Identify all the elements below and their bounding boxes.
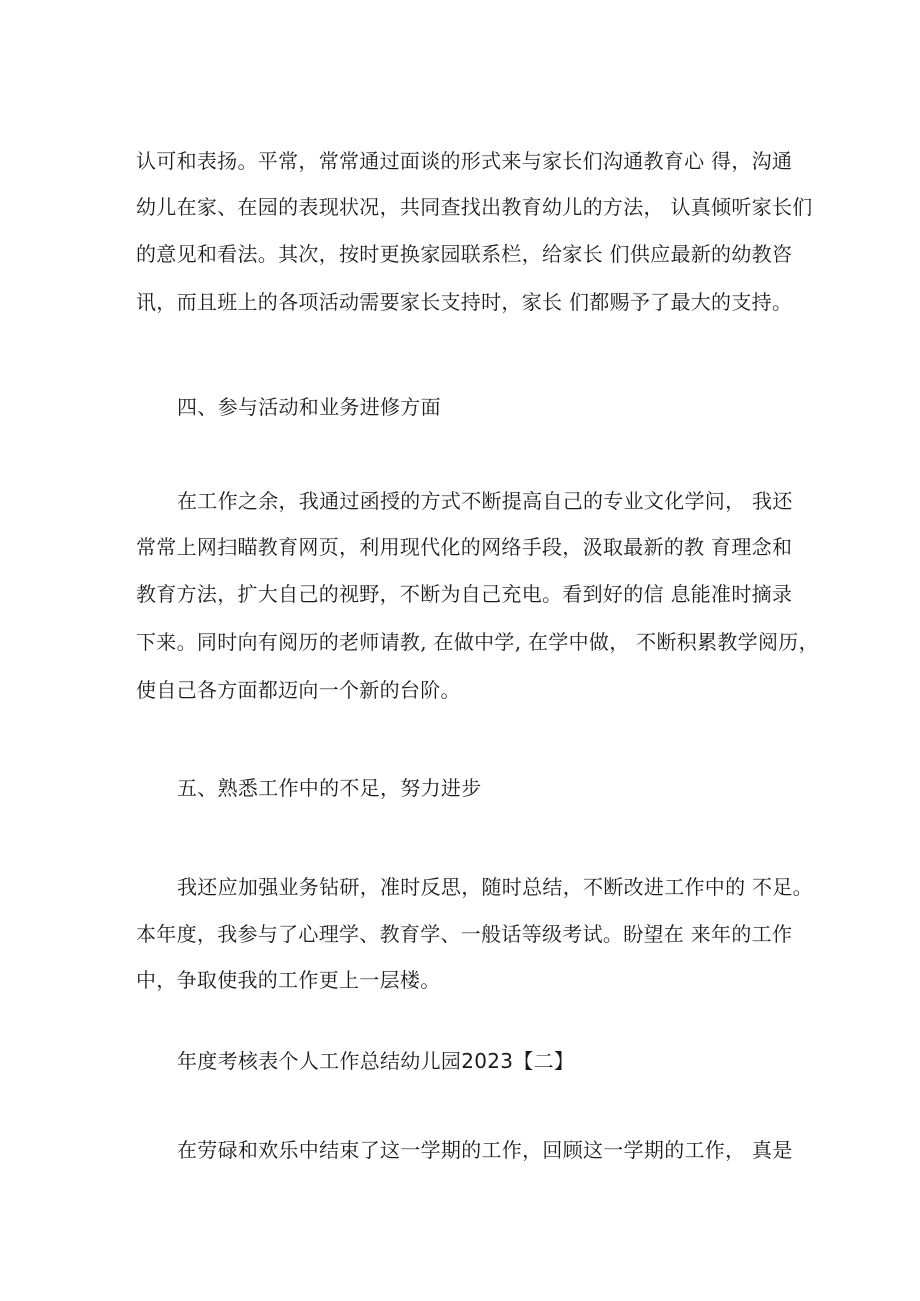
paragraph-2-line-5: 使自己各方面都迈向一个新的台阶。	[136, 678, 461, 702]
paragraph-2-line-3: 教育方法，扩大自己的视野，不断为自己充电。看到好的信 息能准时摘录	[136, 582, 793, 606]
section-title: 年度考核表个人工作总结幼儿园2023【二】	[177, 1049, 575, 1073]
paragraph-1-line-2: 幼儿在家、在园的表现状况，共同查找出教育幼儿的方法， 认真倾听家长们	[136, 195, 813, 219]
paragraph-2-line-4: 下来。同时向有阅历的老师请教, 在做中学, 在学中做， 不断积累教学阅历，	[136, 630, 819, 654]
paragraph-1-line-3: 的意见和看法。其次，按时更换家园联系栏，给家长 们供应最新的幼教咨	[136, 242, 793, 266]
paragraph-4-line-1: 在劳碌和欢乐中结束了这一学期的工作，回顾这一学期的工作， 真是	[177, 1138, 793, 1162]
section-heading-4: 四、参与活动和业务进修方面	[177, 395, 441, 419]
section-heading-5: 五、熟悉工作中的不足，努力进步	[177, 776, 482, 800]
paragraph-3-line-3: 中，争取使我的工作更上一层楼。	[136, 968, 441, 992]
paragraph-3-line-2: 本年度，我参与了心理学、教育学、一般话等级考试。盼望在 来年的工作	[136, 922, 793, 946]
paragraph-2-line-2: 常常上网扫瞄教育网页，利用现代化的网络手段，汲取最新的教 育理念和	[136, 535, 793, 559]
paragraph-1-line-1: 认可和表扬。平常，常常通过面谈的形式来与家长们沟通教育心 得，沟通	[136, 149, 793, 173]
paragraph-1-line-4: 讯，而且班上的各项活动需要家长支持时，家长 们都赐予了最大的支持。	[136, 290, 793, 314]
paragraph-3-line-1: 我还应加强业务钻研，准时反思，随时总结，不断改进工作中的 不足。	[177, 875, 813, 899]
paragraph-2-line-1: 在工作之余，我通过函授的方式不断提高自己的专业文化学问， 我还	[177, 489, 793, 513]
